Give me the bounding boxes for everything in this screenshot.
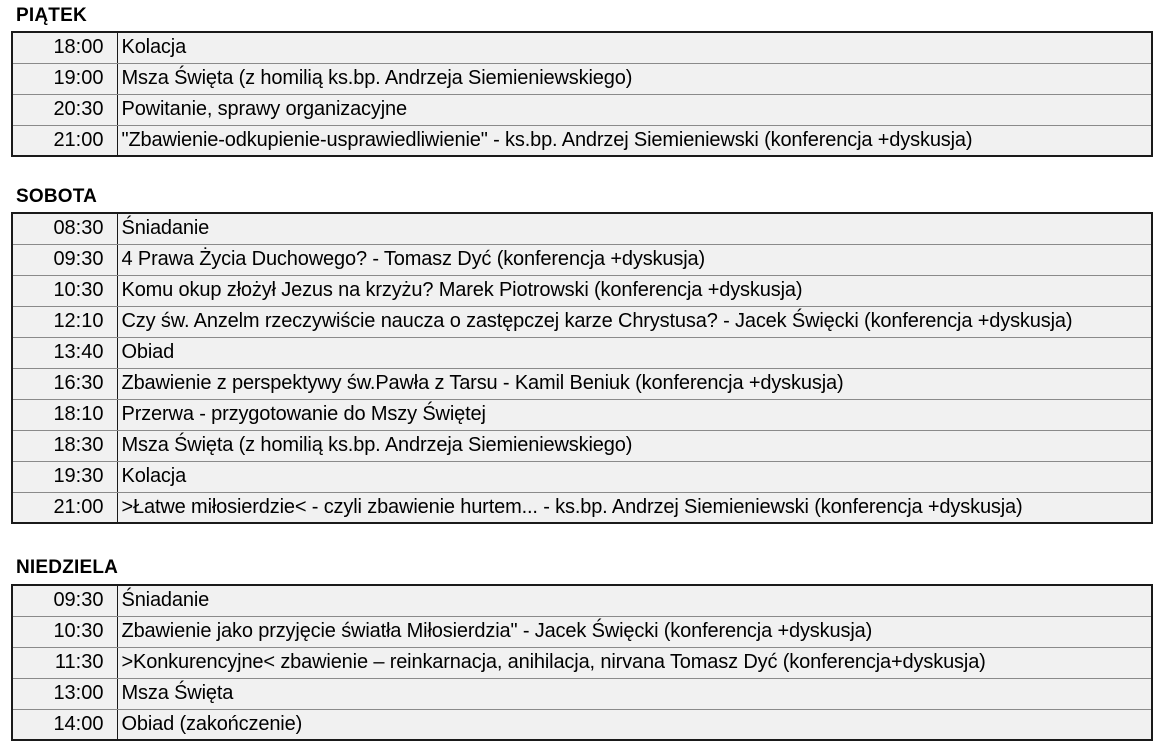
table-row [12, 585, 1152, 616]
event-cell: Komu okup złożył Jezus na krzyżu? Marek Piotrowski (konferencja +dyskusja) [117, 275, 1152, 306]
table-row [12, 647, 1152, 678]
event-cell: Powitanie, sprawy organizacyjne [117, 94, 1152, 125]
table-row [12, 63, 1152, 94]
time-cell: 09:30 [12, 585, 117, 616]
event-cell: Czy św. Anzelm rzeczywiście naucza o zastępczej karze Chrystusa? - Jacek Święcki (konferencja +dyskusja) [117, 306, 1152, 337]
table-row [12, 492, 1152, 523]
day-heading-sunday: NIEDZIELA [16, 557, 119, 578]
schedule-table-sunday [11, 584, 1153, 741]
event-cell: Obiad [117, 337, 1152, 368]
table-row [12, 125, 1152, 156]
table-row [12, 678, 1152, 709]
event-cell: "Zbawienie-odkupienie-usprawiedliwienie" - ks.bp. Andrzej Siemieniewski (konferencja +dyskusja) [117, 125, 1152, 156]
time-cell: 18:30 [12, 430, 117, 461]
table-row [12, 616, 1152, 647]
table-row [12, 244, 1152, 275]
table-row [12, 399, 1152, 430]
time-cell: 18:10 [12, 399, 117, 430]
time-cell: 10:30 [12, 616, 117, 647]
time-cell: 09:30 [12, 244, 117, 275]
event-cell: Kolacja [117, 461, 1152, 492]
table-row [12, 306, 1152, 337]
table-row [12, 430, 1152, 461]
time-cell: 21:00 [12, 492, 117, 523]
event-cell: Zbawienie z perspektywy św.Pawła z Tarsu - Kamil Beniuk (konferencja +dyskusja) [117, 368, 1152, 399]
event-cell: >Konkurencyjne< zbawienie – reinkarnacja, anihilacja, nirvana Tomasz Dyć (konferencja+dyskusja) [117, 647, 1152, 678]
event-cell: Msza Święta (z homilią ks.bp. Andrzeja Siemieniewskiego) [117, 430, 1152, 461]
time-cell: 11:30 [12, 647, 117, 678]
event-cell: Msza Święta [117, 678, 1152, 709]
time-cell: 13:40 [12, 337, 117, 368]
table-row [12, 461, 1152, 492]
event-cell: Kolacja [117, 32, 1152, 63]
table-row [12, 709, 1152, 740]
day-heading-saturday: SOBOTA [16, 186, 98, 207]
table-row [12, 275, 1152, 306]
time-cell: 20:30 [12, 94, 117, 125]
time-cell: 12:10 [12, 306, 117, 337]
event-cell: Obiad (zakończenie) [117, 709, 1152, 740]
table-row [12, 337, 1152, 368]
time-cell: 16:30 [12, 368, 117, 399]
time-cell: 14:00 [12, 709, 117, 740]
event-cell: Przerwa - przygotowanie do Mszy Świętej [117, 399, 1152, 430]
time-cell: 21:00 [12, 125, 117, 156]
time-cell: 19:30 [12, 461, 117, 492]
table-row [12, 368, 1152, 399]
table-row [12, 32, 1152, 63]
table-row [12, 213, 1152, 244]
time-cell: 10:30 [12, 275, 117, 306]
event-cell: 4 Prawa Życia Duchowego? - Tomasz Dyć (konferencja +dyskusja) [117, 244, 1152, 275]
table-row [12, 94, 1152, 125]
event-cell: >Łatwe miłosierdzie< - czyli zbawienie hurtem... - ks.bp. Andrzej Siemieniewski (konferencja +dyskusja) [117, 492, 1152, 523]
schedule-table-saturday [11, 212, 1153, 524]
time-cell: 13:00 [12, 678, 117, 709]
schedule-table-friday [11, 31, 1153, 157]
time-cell: 18:00 [12, 32, 117, 63]
time-cell: 19:00 [12, 63, 117, 94]
day-heading-friday: PIĄTEK [16, 5, 87, 26]
time-cell: 08:30 [12, 213, 117, 244]
event-cell: Śniadanie [117, 585, 1152, 616]
event-cell: Śniadanie [117, 213, 1152, 244]
event-cell: Zbawienie jako przyjęcie światła Miłosierdzia" - Jacek Święcki (konferencja +dyskusja) [117, 616, 1152, 647]
event-cell: Msza Święta (z homilią ks.bp. Andrzeja Siemieniewskiego) [117, 63, 1152, 94]
